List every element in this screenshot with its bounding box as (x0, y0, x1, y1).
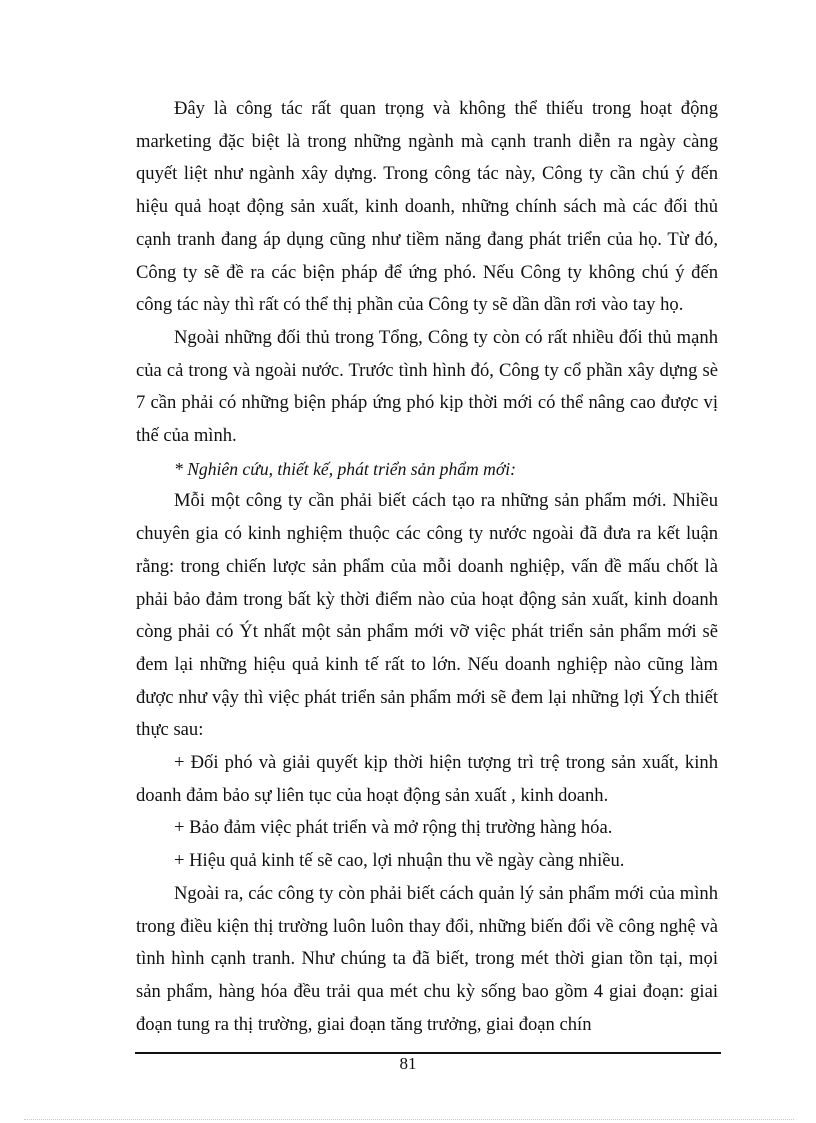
paragraph-competitors: Ngoài những đối thủ trong Tổng, Công ty còn có rất nhiều đối thủ mạnh của cả trong và ngoài nước. Trước tình hình đó, Công ty cổ phần xây dựng sè 7 cần phải có những biện pháp ứng phó kịp thời mới có thể nâng cao được vị thế của mình. (136, 326, 718, 447)
bullet-profit: + Hiệu quả kinh tế sẽ cao, lợi nhuận thu về ngày càng nhiều. (174, 850, 625, 872)
bullet-market-expansion: + Bảo đảm việc phát triển và mở rộng thị trường hàng hóa. (174, 817, 613, 839)
paragraph-new-products: Mỗi một công ty cần phải biết cách tạo ra những sản phẩm mới. Nhiều chuyên gia có kinh nghiệm thuộc các công ty nước ngoài đã đưa ra kết luận rằng: trong chiến lược sản phẩm của mỗi doanh nghiệp, vấn đề mấu chốt là phải bảo đảm trong bất kỳ thời điểm nào của hoạt động sản xuất, kinh doanh còng phải có Ýt nhất một sản phẩm mới vỡ việc phát triển sản phẩm mới sẽ đem lại những hiệu quả kinh tế rất to lớn. Nếu doanh nghiệp nào cũng làm được như vậy thì việc phát triển sản phẩm mới sẽ đem lại những lợi Ých thiết thực sau: (136, 490, 718, 741)
paragraph-product-lifecycle: Ngoài ra, các công ty còn phải biết cách quản lý sản phẩm mới của mình trong điều kiện thị trường luôn luôn thay đổi, những biến đổi về công nghệ và tình hình cạnh tranh. Như chúng ta đã biết, trong mét thời gian tồn tại, mọi sản phẩm, hàng hóa đều trải qua mét chu kỳ sống bao gồm 4 giai đoạn: giai đoạn tung ra thị trường, giai đoạn tăng trưởng, giai đoạn chín (136, 882, 718, 1035)
paragraph-competitor-analysis: Đây là công tác rất quan trọng và không thể thiếu trong hoạt động marketing đặc biệt là trong những ngành mà cạnh tranh diễn ra ngày càng quyết liệt như ngành xây dựng. Trong công tác này, Công ty cần chú ý đến hiệu quả hoạt động sản xuất, kinh doanh, những chính sách mà các đối thủ cạnh tranh đang áp dụng cũng như tiềm năng đang phát triển của họ. Từ đó, Công ty sẽ đề ra các biện pháp để ứng phó. Nếu Công ty không chú ý đến công tác này thì rất có thể thị phần của Công ty sẽ dần dần rơi vào tay họ. (136, 98, 718, 316)
bullet-stagnation: + Đối phó và giải quyết kịp thời hiện tượng trì trệ trong sản xuất, kinh doanh đảm bảo sự liên tục của hoạt động sản xuất , kinh doanh. (136, 752, 718, 806)
page-bottom-border (24, 1119, 794, 1120)
body-text (136, 93, 718, 1041)
page-number: 81 (399, 1054, 417, 1073)
section-heading-new-products: * Nghiên cứu, thiết kế, phát triển sản phẩm mới: (174, 458, 516, 479)
